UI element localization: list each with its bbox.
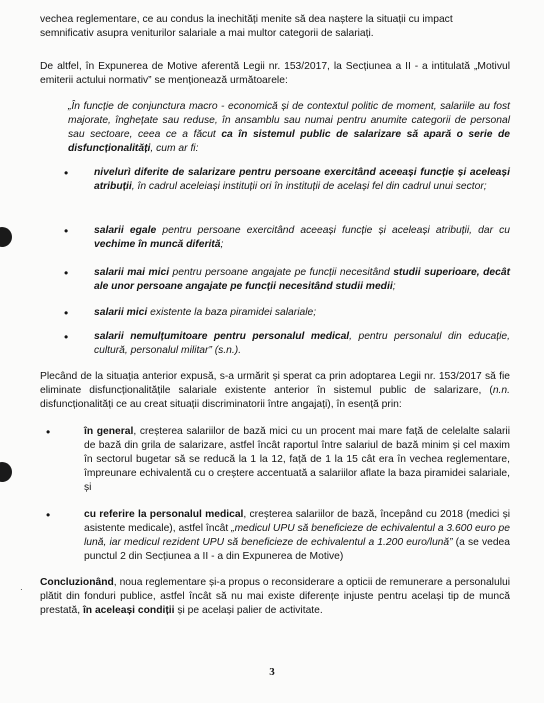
item-bold-2: vechime în muncă diferită — [94, 239, 221, 250]
page-number: 3 — [269, 666, 275, 678]
bullet-icon: • — [64, 266, 69, 280]
list-item — [94, 166, 510, 194]
nn-abbr: n.n. — [492, 385, 510, 396]
point-text-end: (a se vedea punctul 2 din Secțiunea a II - a din Expunerea de Motive) — [84, 537, 510, 562]
list-item — [94, 330, 510, 358]
bullet-icon: • — [64, 330, 69, 344]
bullet-icon: • — [46, 425, 51, 439]
item-bold: salarii mici — [94, 307, 148, 318]
point-text: , creșterea salariilor de bază mici cu un procent mai mare față de celelalte salarii de bază din grila de salarizare, astfel încât raportul între salariul de bază minim și cel maxim în sectorul bugetar să se reducă la 1 la 12, față de 1 la 15 cât era în vechea reglementare, împreunare echivalentă cu o creștere accentuată a salariilor aflate la baza piramidei salariale, și — [84, 426, 511, 493]
bullet-icon: • — [64, 166, 69, 180]
item-text-end: ; — [392, 281, 396, 292]
second-paragraph — [40, 370, 510, 412]
top-paragraph — [40, 13, 510, 41]
quote-tail: , cum ar fi: — [150, 143, 199, 154]
item-text-end: ; — [220, 239, 224, 250]
second-text-2: disfuncționalități ce au creat situații discriminatorii între angajați), în esență prin: — [40, 399, 402, 410]
punch-hole — [0, 462, 12, 482]
item-bold: nivelurì diferite de salarizare pentru persoane exercitând aceeași funcție și aceleași atribuții — [94, 167, 510, 192]
margin-mark: · — [20, 585, 23, 594]
second-text: Plecând de la situația anterior expusă, s-a urmărit și sperat ca prin adoptarea Legii nr. 153/2017 să fie eliminate disfuncționalitățile salariale existente anterior în sistemul public de salarizare, ( — [40, 371, 510, 396]
conclusion-bold: Concluzionând — [40, 577, 114, 588]
item-bold: salarii nemulțumitoare pentru personalul medical — [94, 331, 350, 342]
point-text: , creșterea salariilor de bază, începând cu 2018 (medici și asistente medicale), astfel încât — [84, 509, 511, 534]
bullet-icon: • — [64, 224, 69, 238]
conclusion-paragraph — [40, 576, 510, 618]
bullet-icon: • — [46, 508, 51, 522]
item-text: , pentru personalul din educație, cultură, personalul militar” (s.n.). — [94, 331, 510, 356]
list-item — [94, 306, 510, 320]
point-quote: „medicul UPU să beneficieze de echivalentul a 3.600 euro pe lună, iar medicul rezident UPU să beneficieze de echivalentul a 1.200 euro/lună” — [84, 523, 510, 548]
item-text: existente la baza piramidei salariale; — [147, 307, 317, 318]
list-item — [94, 224, 510, 252]
list-item — [84, 425, 510, 495]
quote-bold: ca în sistemul public de salarizare să apară o serie de disfuncționalități — [68, 129, 510, 154]
item-bold: salarii mai mici — [94, 267, 170, 278]
top-line-2: semnificativ asupra veniturilor salariale a mai multor categorii de salariați. — [40, 28, 374, 39]
item-bold-2: studii superioare, decât ale unor persoane angajate pe funcții necesitând studii medii — [94, 267, 511, 292]
bullet-icon: • — [64, 306, 69, 320]
list-item — [94, 266, 510, 294]
punch-hole — [0, 227, 12, 247]
conclusion-bold-2: în aceleași condiții — [82, 605, 175, 616]
top-line-1: vechea reglementare, ce au condus la inechități menite să dea naștere la situații cu impact — [40, 14, 453, 25]
item-text: pentru persoane exercitând aceeași funcție și aceleași atribuții, dar cu — [156, 225, 510, 236]
conclusion-text: , noua reglementare și-a propus o reconsiderare a opticii de remunerare a personalului plătit din fonduri publice, astfel încât să nu mai existe diferențe injuste pentru același tip de muncă prestată, — [40, 577, 510, 616]
list-item — [84, 508, 510, 564]
point-bold: cu referire la personalul medical — [84, 509, 244, 520]
conclusion-text-2: și pe același palier de activitate. — [174, 605, 323, 616]
item-bold: salarii egale — [94, 225, 157, 236]
item-text: , în cadrul aceleiași instituții ori în instituții de același fel din cadrul unui sector; — [131, 181, 487, 192]
quote-text: „În funcție de conjunctura macro - economică și de contextul politic de moment, salariile au fost majorate, înghețate sau reduse, în ansamblu sau numai pentru anumite categorii de personal sau sectoare, ceea ce a făcut — [68, 101, 510, 140]
item-text: pentru persoane angajate pe funcții necesitând — [169, 267, 394, 278]
quote-paragraph — [68, 100, 510, 156]
intro-paragraph: De altfel, în Expunerea de Motive aferentă Legii nr. 153/2017, la Secțiunea a II - a intitulată „Motivul emiterii actului normativ” se menționează următoarele: — [40, 61, 510, 86]
point-bold: în general — [84, 426, 134, 437]
